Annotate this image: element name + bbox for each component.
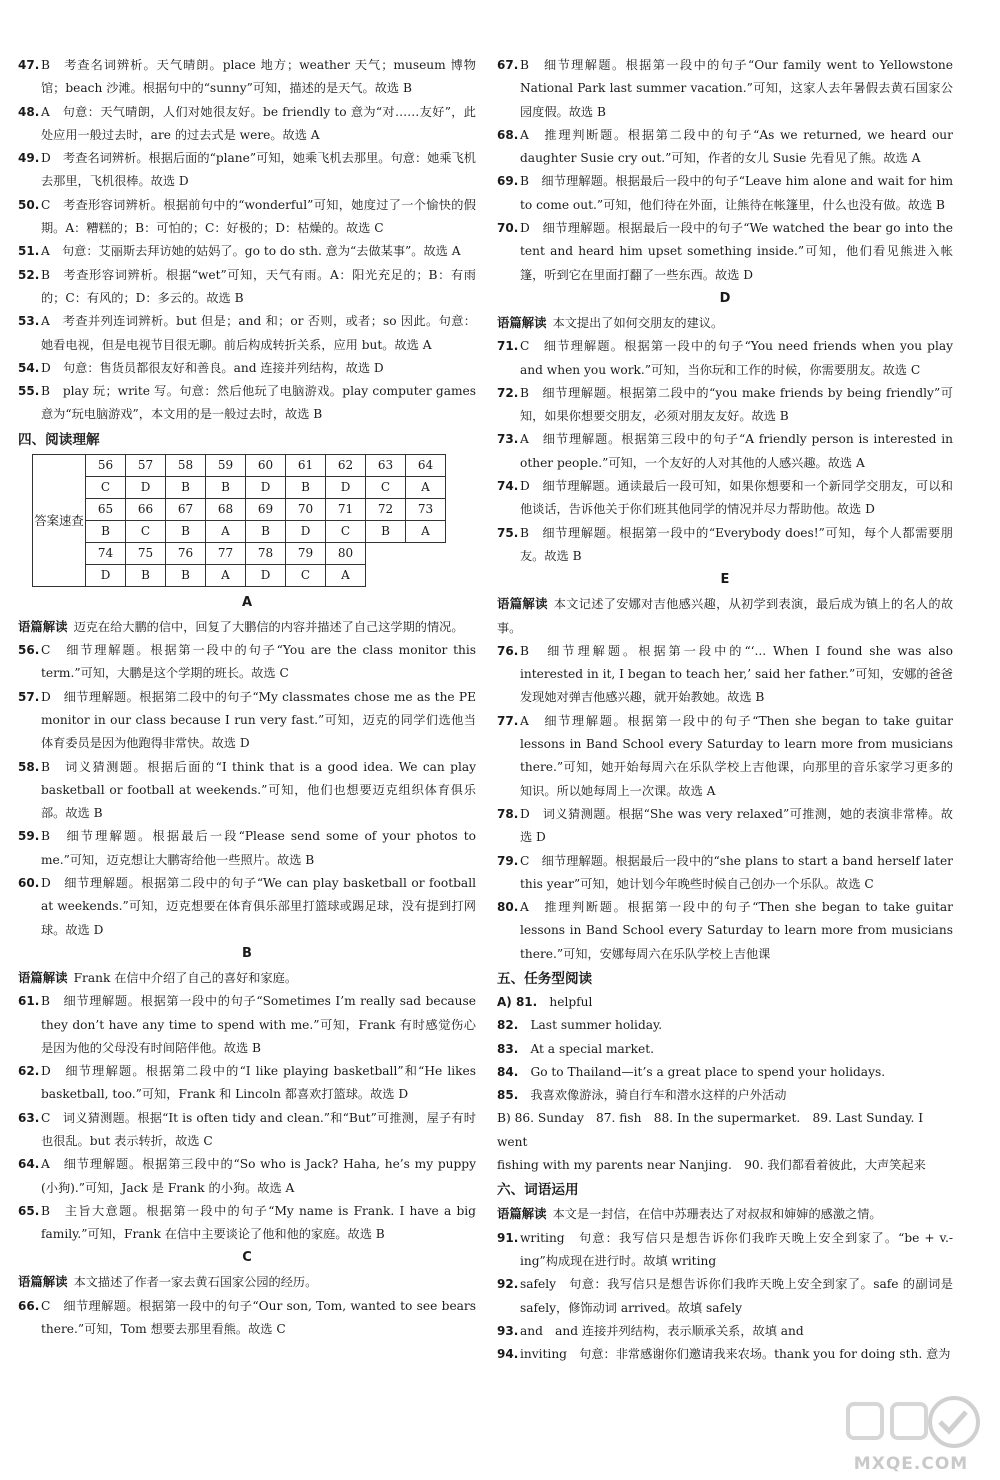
answer-entry bbox=[497, 1320, 953, 1343]
answer-entry bbox=[18, 1200, 476, 1247]
entry-number: 78. bbox=[497, 806, 519, 821]
answer-entry bbox=[18, 194, 476, 241]
entry-text: C 考查形容词辨析。根据前句中的“wonderful”可知，她度过了一个愉快的假期。A：糟糕的；B：可怕的；C：好极的；D：枯燥的。故选 C bbox=[41, 197, 476, 236]
entry-text: D 词义猜测题。根据“She was very relaxed”可推测，她的表演非常棒。故选 D bbox=[520, 806, 953, 845]
answer-entry bbox=[497, 1227, 953, 1274]
entry-text: C 细节理解题。根据第一段中的句子“You are the class monitor this term.”可知，大鹏是这个学期的班长。故选 C bbox=[41, 643, 476, 681]
task-line-text: 我喜欢像游泳，骑自行车和潜水这样的户外活动 bbox=[530, 1088, 787, 1103]
entry-number: 68. bbox=[497, 127, 519, 142]
answer-table-cell: A bbox=[206, 564, 246, 586]
answer-entry bbox=[497, 710, 953, 803]
watermark-emblem-icon bbox=[836, 1392, 986, 1452]
answer-table-cell: 72 bbox=[366, 498, 406, 520]
entry-text: D 句意：售货员都很友好和善良。and 连接并列结构，故选 D bbox=[41, 360, 384, 375]
answer-table-cell: B bbox=[166, 476, 206, 498]
entry-number: 72. bbox=[497, 385, 519, 400]
answer-table-cell: D bbox=[326, 476, 366, 498]
entry-number: 54. bbox=[18, 360, 40, 375]
entry-number: 80. bbox=[497, 900, 519, 915]
entry-text: B 考查名词辨析。天气晴朗。place 地方；weather 天气；museum 博物馆；beach 沙滩。根据句中的“sunny”可知，描述的是天气。故选 B bbox=[41, 58, 476, 96]
entry-text: writing 句意：我写信只是想告诉你们我昨天晚上安全到家了。“be + v.-ing”构成现在进行时。故填 writing bbox=[520, 1230, 953, 1268]
answer-table-cell: B bbox=[206, 476, 246, 498]
answer-table-cell: 76 bbox=[166, 542, 206, 564]
answer-entry bbox=[497, 170, 953, 217]
entry-number: 53. bbox=[18, 314, 40, 329]
entry-text: safely 句意：我写信只是想告诉你们我昨天晚上安全到家了。safe 的副词是 safely，修饰动词 arrived。故填 safely bbox=[520, 1277, 953, 1315]
answer-table-cell: B bbox=[166, 564, 206, 586]
entry-text: A 细节理解题。根据第三段中的句子“A friendly person is interested in other people.”可知，一个友好的人对其他的人感兴趣。故选 A bbox=[520, 432, 953, 470]
task-line-number: 85. bbox=[497, 1088, 519, 1103]
entry-text: B 细节理解题。根据第一段中的“Everybody does!”可知，每个人都需要朋友。故选 B bbox=[520, 525, 953, 563]
answer-table-cell: 74 bbox=[86, 542, 126, 564]
answer-table-cell: 68 bbox=[206, 498, 246, 520]
answer-table-cell: 80 bbox=[326, 542, 366, 564]
entry-number: 55. bbox=[18, 384, 40, 399]
answer-entry bbox=[18, 240, 476, 263]
entry-text: B 细节理解题。根据最后一段中的句子“Leave him alone and wait for him to come out.”可知，他们待在外面，让熊待在帐篷里，什么也没有做。故选 B bbox=[520, 174, 953, 212]
entry-text: A 细节理解题。根据第三段中的“So who is Jack? Haha, he’s my puppy (小狗).”可知，Jack 是 Frank 的小狗。故选 A bbox=[41, 1157, 476, 1195]
answer-table-cell: D bbox=[246, 476, 286, 498]
task-b-line-1: B) 86. Sunday 87. fish 88. In the supermarket. 89. Last Sunday. I went bbox=[497, 1111, 924, 1149]
answer-table-cell bbox=[366, 542, 406, 564]
answer-table-row bbox=[33, 498, 446, 520]
entry-number: 71. bbox=[497, 339, 519, 354]
answer-entry bbox=[497, 1273, 953, 1320]
answer-entry bbox=[497, 803, 953, 850]
task-line-text: Go to Thailand—it’s a great place to spend your holidays. bbox=[530, 1064, 886, 1079]
entry-text: A 推理判断题。根据第一段中的句子“Then she began to take guitar lessons in Band School every Saturday to learn more from musicians there.”可知，安娜每周六在乐队学校上吉他课 bbox=[520, 900, 953, 961]
task-line bbox=[497, 1061, 953, 1084]
answer-entry bbox=[497, 640, 953, 710]
entry-text: D 细节理解题。根据最后一段中的句子“We watched the bear go into the tent and heard him upset something inside.”可知，他们看见熊进入帐篷，听到它在里面打翻了一些东西。故选 D bbox=[520, 221, 953, 282]
entry-text: B 细节理解题。根据第一段中的“‘... When I found she was also interested in it, I began to teach her,’ said her father.”可知，安娜的爸爸发现她对弹吉他感兴趣，就开始教她。故选 B bbox=[520, 643, 953, 705]
section6-intro-tag: 语篇解读 bbox=[497, 1206, 547, 1222]
entry-number: 52. bbox=[18, 267, 40, 282]
answer-entry bbox=[497, 54, 953, 124]
answer-table-cell: 71 bbox=[326, 498, 366, 520]
answer-entry bbox=[497, 475, 953, 522]
answer-table-cell: 67 bbox=[166, 498, 206, 520]
entry-text: A 细节理解题。根据第一段中的句子“Then she began to take guitar lessons in Band School every Saturday to learn more from musicians there.”可知，她开始每周六在乐队学校上吉他课，向那里的音乐家学习更多的知识。所以她每周上一次课。故选 A bbox=[520, 713, 953, 798]
entries-76-80 bbox=[497, 640, 953, 966]
entry-text: B 细节理解题。根据第二段中的“you make friends by being friendly”可知，如果你想要交朋友，必须对朋友友好。故选 B bbox=[520, 385, 953, 424]
answer-table-cell: A bbox=[206, 520, 246, 542]
answer-table-cell: C bbox=[126, 520, 166, 542]
answer-entry bbox=[18, 686, 476, 756]
entry-text: C 细节理解题。根据第一段中的句子“Our son, Tom, wanted to see bears there.”可知，Tom 想要去那里看熊。故选 C bbox=[41, 1298, 476, 1337]
answer-table-cell: 62 bbox=[326, 454, 366, 476]
entry-number: 56. bbox=[18, 643, 40, 658]
answer-table-cell: A bbox=[406, 520, 446, 542]
entry-number: 75. bbox=[497, 525, 519, 540]
answer-table-cell: B bbox=[86, 520, 126, 542]
answer-table-cell: 70 bbox=[286, 498, 326, 520]
answer-table-cell: B bbox=[246, 520, 286, 542]
entry-text: D 细节理解题。根据第二段中的“I like playing basketball”和“He likes basketball, too.”可知，Frank 和 Lincoln 都喜欢打篮球。故选 D bbox=[41, 1064, 476, 1102]
answer-table-cell: A bbox=[406, 476, 446, 498]
entry-number: 64. bbox=[18, 1157, 40, 1172]
entry-text: A 句意：艾丽斯去拜访她的姑妈了。go to do sth. 意为“去做某事”。故选 A bbox=[41, 244, 461, 259]
task-line-number: 83. bbox=[497, 1041, 519, 1056]
entries-67-70 bbox=[497, 54, 953, 287]
answer-table-cell: D bbox=[246, 564, 286, 586]
entry-number: 58. bbox=[18, 759, 40, 774]
answer-table-cell: 61 bbox=[286, 454, 326, 476]
entries-61-65 bbox=[18, 990, 476, 1246]
passage-c-intro-tag: 语篇解读 bbox=[18, 1274, 68, 1290]
section-word-use-title: 六、词语运用 bbox=[497, 1182, 579, 1199]
task-line-text: helpful bbox=[549, 994, 593, 1009]
answer-entry bbox=[18, 147, 476, 194]
answer-table-cell: B bbox=[166, 520, 206, 542]
answer-entry bbox=[497, 522, 953, 569]
answer-table-cell: C bbox=[366, 476, 406, 498]
passage-c-intro bbox=[18, 1270, 476, 1294]
answer-table-cell: B bbox=[366, 520, 406, 542]
section-task-reading-title: 五、任务型阅读 bbox=[497, 970, 593, 987]
answer-table-cell: D bbox=[126, 476, 166, 498]
answer-table-row bbox=[33, 542, 446, 564]
entry-text: C 词义猜测题。根据“It is often tidy and clean.”和“But”可推测，屋子有时也很乱。but 表示转折，故选 C bbox=[41, 1110, 476, 1148]
passage-b-intro-tag: 语篇解读 bbox=[18, 969, 68, 985]
entry-text: D 考查名词辨析。根据后面的“plane”可知，她乘飞机去那里。句意：她乘飞机去那里，飞机很棒。故选 D bbox=[41, 151, 476, 189]
answer-table-cell: C bbox=[86, 476, 126, 498]
entry-number: 47. bbox=[18, 58, 40, 72]
answer-table-cell bbox=[406, 542, 446, 564]
answer-entry bbox=[497, 428, 953, 475]
answer-table-cell: 65 bbox=[86, 498, 126, 520]
answer-entry bbox=[497, 1343, 953, 1366]
entry-text: A 推理判断题。根据第二段中的句子“As we returned, we heard our daughter Susie cry out.”可知，作者的女儿 Susie 先看见了熊。故选 A bbox=[520, 127, 953, 166]
passage-e-intro-text: 本文记述了安娜对吉他感兴趣，从初学到表演，最后成为镇上的名人的故事。 bbox=[497, 597, 954, 635]
answer-table-cell: 78 bbox=[246, 542, 286, 564]
entry-number: 61. bbox=[18, 994, 40, 1009]
answer-table-cell: 57 bbox=[126, 454, 166, 476]
passage-c-title: C bbox=[242, 1250, 252, 1266]
answer-entry bbox=[497, 896, 953, 966]
entry-text: D 细节理解题。根据第二段中的句子“We can play basketball or football at weekends.”可知，迈克想要在体育俱乐部里打篮球或踢足球，没有提到打网球。故选 D bbox=[41, 876, 476, 937]
answer-table-cell: 63 bbox=[366, 454, 406, 476]
answer-table-label: 答案速查 bbox=[33, 454, 86, 586]
task-line bbox=[497, 1038, 953, 1061]
answer-table-cell: 79 bbox=[286, 542, 326, 564]
entries-71-75 bbox=[497, 335, 953, 568]
answer-table-cell: 66 bbox=[126, 498, 166, 520]
task-b-line-2: fishing with my parents near Nanjing. 90. 我们都看着彼此，大声笑起来 bbox=[497, 1158, 926, 1173]
answer-table-cell: 58 bbox=[166, 454, 206, 476]
answer-table-cell: 60 bbox=[246, 454, 286, 476]
entry-number: 76. bbox=[497, 643, 519, 658]
answer-table-row bbox=[33, 564, 446, 586]
entries-91-94 bbox=[497, 1227, 953, 1367]
answer-entry bbox=[497, 850, 953, 897]
answer-entry bbox=[18, 872, 476, 942]
entry-text: B 细节理解题。根据第一段中的句子“Our family went to Yellowstone National Park last summer vacation.”可知，这家人去年暑假去黄石国家公园度假。故选 B bbox=[520, 58, 953, 119]
answer-entry bbox=[18, 639, 476, 686]
passage-b-intro bbox=[18, 966, 476, 990]
entry-text: B 细节理解题。根据最后一段“Please send some of your photos to me.”可知，迈克想让大鹏寄给他一些照片。故选 B bbox=[41, 829, 476, 867]
entry-number: 60. bbox=[18, 876, 40, 891]
entry-number: 51. bbox=[18, 244, 40, 259]
answer-entry bbox=[18, 825, 476, 872]
entry-number: 66. bbox=[18, 1298, 40, 1313]
entry-number: 48. bbox=[18, 104, 40, 119]
task-line-text: Last summer holiday. bbox=[530, 1018, 663, 1033]
entry-number: 91. bbox=[497, 1230, 519, 1245]
answer-entry bbox=[18, 1153, 476, 1200]
answer-table-cell: 59 bbox=[206, 454, 246, 476]
answer-table-cell: 56 bbox=[86, 454, 126, 476]
entry-text: D 细节理解题。通读最后一段可知，如果你想要和一个新同学交朋友，可以和他谈话，告诉他关于你们班其他同学的情况并尽力帮助他。故选 D bbox=[520, 479, 953, 517]
task-line-number: A) 81. bbox=[497, 994, 538, 1009]
answer-table bbox=[32, 454, 446, 587]
answer-table-cell bbox=[366, 564, 406, 586]
answer-entry bbox=[497, 382, 953, 429]
entries-47-55 bbox=[18, 54, 476, 427]
passage-d-title: D bbox=[719, 290, 731, 306]
answer-entry bbox=[18, 1060, 476, 1107]
answer-entry bbox=[497, 124, 953, 171]
entry-text: inviting 句意：非常感谢你们邀请我来农场。thank you for doing sth. 意为 bbox=[520, 1347, 951, 1362]
answer-table-cell: 73 bbox=[406, 498, 446, 520]
answer-table-row bbox=[33, 520, 446, 542]
answer-entry bbox=[18, 756, 476, 826]
entry-number: 65. bbox=[18, 1203, 40, 1218]
passage-a-intro bbox=[18, 615, 476, 639]
entry-number: 92. bbox=[497, 1277, 519, 1292]
answer-entry bbox=[18, 990, 476, 1060]
answer-entry bbox=[18, 1107, 476, 1154]
passage-a-title: A bbox=[241, 594, 253, 610]
left-column bbox=[18, 54, 476, 1341]
answer-entry bbox=[18, 310, 476, 357]
passage-d-intro-tag: 语篇解读 bbox=[497, 314, 547, 330]
answer-entry bbox=[497, 335, 953, 382]
entry-text: B 主旨大意题。根据第一段中的句子“My name is Frank. I have a big family.”可知，Frank 在信中主要谈论了他和他的家庭。故选 B bbox=[41, 1203, 476, 1242]
task-line bbox=[497, 991, 953, 1014]
answer-table-row bbox=[33, 476, 446, 498]
answer-table-cell: 69 bbox=[246, 498, 286, 520]
task-line-number: 82. bbox=[497, 1018, 519, 1033]
answer-table-cell bbox=[406, 564, 446, 586]
section-reading-title: 四、阅读理解 bbox=[18, 431, 100, 448]
passage-a-intro-tag: 语篇解读 bbox=[18, 618, 68, 634]
answer-table-cell: D bbox=[286, 520, 326, 542]
answer-table-cell: 77 bbox=[206, 542, 246, 564]
passage-b-title: B bbox=[242, 945, 252, 961]
entry-text: C 细节理解题。根据第一段中的句子“You need friends when you play and when you work.”可知，当你玩和工作的时候，你需要朋友。故选 C bbox=[520, 339, 953, 377]
entries-66 bbox=[18, 1295, 476, 1342]
answer-entry bbox=[18, 54, 476, 101]
passage-e-intro bbox=[497, 592, 953, 640]
entry-number: 59. bbox=[18, 829, 40, 844]
entry-number: 77. bbox=[497, 713, 519, 728]
entry-text: B play 玩；write 写。句意：然后他玩了电脑游戏。play computer games 意为“玩电脑游戏”，本文用的是一般过去时，故选 B bbox=[41, 384, 476, 422]
answer-table-cell: D bbox=[86, 564, 126, 586]
passage-a-intro-text: 迈克在给大鹏的信中，回复了大鹏信的内容并描述了自己这学期的情况。 bbox=[73, 619, 464, 634]
section6-intro bbox=[497, 1202, 953, 1226]
entry-number: 62. bbox=[18, 1064, 40, 1079]
answer-table-cell: B bbox=[126, 564, 166, 586]
entry-text: D 细节理解题。根据第二段中的句子“My classmates chose me as the PE monitor in our class because I run very fast.”可知，迈克的同学们选他当体育委员是因为他跑得非常快。故选 D bbox=[41, 689, 476, 751]
entry-number: 74. bbox=[497, 479, 519, 494]
answer-table-cell: A bbox=[326, 564, 366, 586]
entry-number: 67. bbox=[497, 58, 519, 72]
entry-text: C 细节理解题。根据最后一段中的“she plans to start a band herself later this year”可知，她计划今年晚些时候自己创办一个乐队。故选 C bbox=[520, 853, 953, 891]
answer-entry bbox=[18, 101, 476, 148]
answer-entry bbox=[18, 380, 476, 427]
entry-text: A 句意：天气晴朗，人们对她很友好。be friendly to 意为“对……友好”，此处应用一般过去时，are 的过去式是 were。故选 A bbox=[41, 104, 476, 142]
answer-table-cell: 75 bbox=[126, 542, 166, 564]
entry-text: and and 连接并列结构，表示顺承关系，故填 and bbox=[520, 1323, 804, 1338]
passage-c-intro-text: 本文描述了作者一家去黄石国家公园的经历。 bbox=[73, 1275, 318, 1290]
watermark-text: MXQE.COM bbox=[853, 1454, 969, 1474]
entry-number: 69. bbox=[497, 174, 519, 189]
answer-table-cell: C bbox=[326, 520, 366, 542]
entry-number: 63. bbox=[18, 1110, 40, 1125]
task-line bbox=[497, 1014, 953, 1037]
section6-intro-text: 本文是一封信，在信中苏珊表达了对叔叔和婶婶的感激之情。 bbox=[552, 1207, 882, 1222]
answer-entry bbox=[18, 357, 476, 380]
task-line-number: 84. bbox=[497, 1064, 519, 1079]
task-line bbox=[497, 1084, 953, 1107]
answer-entry bbox=[18, 1295, 476, 1342]
task-lines bbox=[497, 991, 953, 1107]
entry-number: 94. bbox=[497, 1347, 519, 1362]
answer-table-cell: C bbox=[286, 564, 326, 586]
task-line-text: At a special market. bbox=[530, 1041, 655, 1056]
entries-56-60 bbox=[18, 639, 476, 942]
passage-e-title: E bbox=[720, 572, 730, 588]
entry-text: B 考查形容词辨析。根据“wet”可知，天气有雨。A：阳光充足的；B：有雨的；C：有风的；D：多云的。故选 B bbox=[41, 267, 476, 305]
entry-number: 57. bbox=[18, 689, 40, 704]
answer-entry bbox=[497, 217, 953, 287]
answer-entry bbox=[18, 264, 476, 311]
passage-d-intro-text: 本文提出了如何交朋友的建议。 bbox=[552, 315, 724, 330]
entry-number: 70. bbox=[497, 221, 519, 236]
entry-number: 49. bbox=[18, 151, 40, 166]
answer-table-cell: B bbox=[286, 476, 326, 498]
entry-number: 50. bbox=[18, 197, 40, 212]
right-column bbox=[497, 54, 953, 1366]
passage-e-intro-tag: 语篇解读 bbox=[497, 596, 548, 612]
entry-number: 73. bbox=[497, 432, 519, 447]
entry-number: 79. bbox=[497, 853, 519, 868]
entry-text: A 考查并列连词辨析。but 但是；and 和；or 否则，或者；so 因此。句意：她看电视，但是电视节目很无聊。前后构成转折关系，应用 but。故选 A bbox=[41, 314, 476, 352]
watermark-logo bbox=[836, 1392, 986, 1474]
answer-table-cell: 64 bbox=[406, 454, 446, 476]
passage-b-intro-text: Frank 在信中介绍了自己的喜好和家庭。 bbox=[73, 970, 298, 985]
answer-table-row bbox=[33, 454, 446, 476]
passage-d-intro bbox=[497, 311, 953, 335]
entry-text: B 细节理解题。根据第一段中的句子“Sometimes I’m really sad because they don’t have any time to spend with me.”可知，Frank 有时感觉伤心是因为他的父母没有时间陪伴他。故选 B bbox=[41, 994, 476, 1055]
entry-number: 93. bbox=[497, 1323, 519, 1338]
entry-text: B 词义猜测题。根据后面的“I think that is a good idea. We can play basketball or football at weekends.”可知，他们也想要迈克组织体育俱乐部。故选 B bbox=[41, 759, 476, 821]
